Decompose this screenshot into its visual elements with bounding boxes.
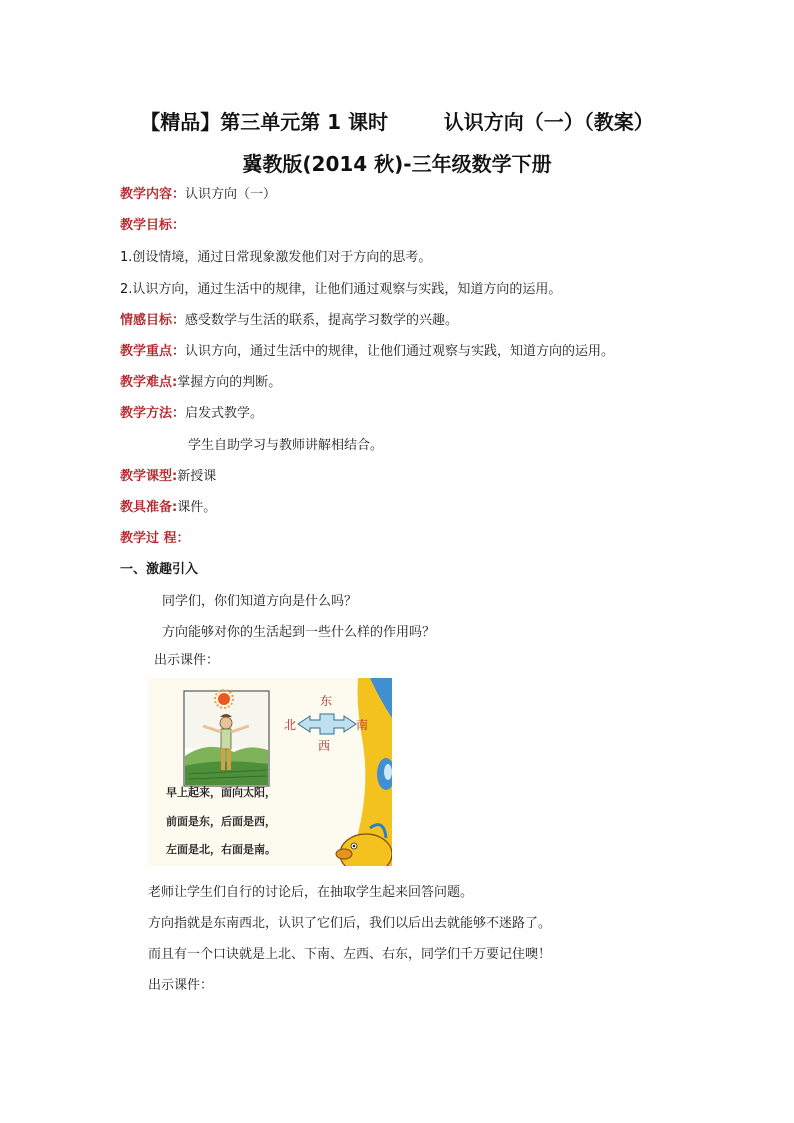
- goal-item-2: 2.认识方向，通过生活中的规律，让他们通过观察与实践，知道方向的运用。: [120, 282, 562, 297]
- tools-text: 课件。: [177, 500, 217, 515]
- poem-line-2: 前面是东，后面是西，: [166, 815, 276, 828]
- direction-east: 东: [320, 694, 333, 708]
- paragraph-2: 方向能够对你的生活起到一些什么样的作用吗？: [162, 625, 436, 640]
- lesson-type-row: [120, 468, 216, 486]
- method-text-2: 学生自助学习与教师讲解相结合。: [188, 438, 384, 453]
- goals-label: 教学目标：: [120, 218, 186, 233]
- difficulty-text: 掌握方向的判断。: [177, 375, 282, 390]
- direction-west: 西: [318, 739, 331, 753]
- decor-blob-highlight: [384, 764, 392, 780]
- document-title: 【精品】第三单元第 1 课时 认识方向（一）（教案）: [140, 110, 654, 134]
- content-row: [120, 186, 276, 204]
- direction-north: 北: [284, 718, 297, 732]
- lesson-type-label: 教学课型:: [120, 469, 178, 484]
- paragraph-4: 老师让学生们自行的讨论后，在抽取学生起来回答问题。: [148, 885, 474, 900]
- method-label: 教学方法：: [120, 406, 186, 421]
- illustration-graphic: [148, 678, 392, 866]
- process-row: [120, 530, 190, 548]
- difficulty-row: [120, 374, 281, 392]
- tools-row: [120, 499, 216, 517]
- emotion-text: 感受数学与生活的联系，提高学习数学的兴趣。: [185, 313, 459, 328]
- method-row: [120, 405, 263, 423]
- goal-item-1: 1.创设情境，通过日常现象激发他们对于方向的思考。: [120, 250, 432, 265]
- key-point-text: 认识方向，通过生活中的规律，让他们通过观察与实践，知道方向的运用。: [185, 344, 615, 359]
- emotion-row: [120, 312, 458, 330]
- content-label: 教学内容：: [120, 187, 186, 202]
- paragraph-7: 出示课件：: [148, 978, 214, 993]
- goals-row: [120, 217, 185, 235]
- lesson-type-text: 新授课: [177, 469, 217, 484]
- emotion-label: 情感目标：: [120, 313, 186, 328]
- process-label: 教学过 程：: [120, 531, 190, 546]
- method-text-1: 启发式教学。: [185, 406, 264, 421]
- paragraph-3: 出示课件：: [154, 653, 220, 668]
- key-point-row: [120, 343, 614, 361]
- direction-south: 南: [356, 718, 369, 732]
- paragraph-5: 方向指就是东南西北，认识了它们后，我们以后出去就能够不迷路了。: [148, 916, 552, 931]
- content-text: 认识方向（一）: [185, 187, 277, 202]
- section-heading: 一、激趣引入: [120, 562, 199, 577]
- difficulty-label: 教学难点:: [120, 375, 178, 390]
- tools-label: 教具准备:: [120, 500, 178, 515]
- poem-line-3: 左面是北，右面是南。: [166, 843, 276, 856]
- key-point-label: 教学重点：: [120, 344, 186, 359]
- poem-line-1: 早上起来，面向太阳，: [166, 786, 276, 799]
- paragraph-1: 同学们，你们知道方向是什么吗？: [162, 594, 358, 609]
- paragraph-6: 而且有一个口诀就是上北、下南、左西、右东，同学们千万要记住噢！: [148, 947, 552, 962]
- document-subtitle: 冀教版(2014 秋)-三年级数学下册: [242, 152, 552, 176]
- courseware-illustration: [148, 678, 392, 866]
- compass-arrow-icon: [298, 714, 356, 734]
